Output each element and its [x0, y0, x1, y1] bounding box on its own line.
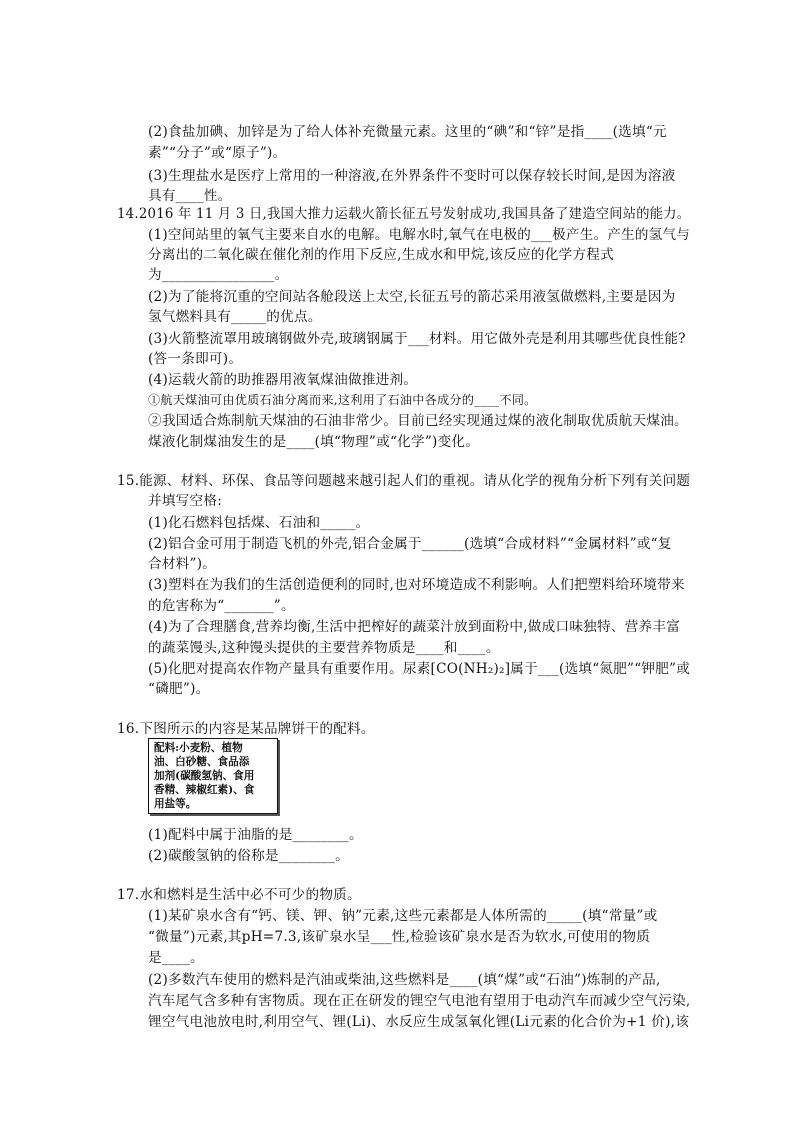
q16-stem: 16.下图所示的内容是某品牌饼干的配料。: [117, 721, 375, 737]
q15-stem: 并填写空格:: [148, 493, 223, 509]
q15-line: 的蔬菜馒头,这种馒头提供的主要营养物质是____和____。: [148, 640, 500, 656]
ingredients-line: 油、白砂糖、食品添: [154, 756, 250, 768]
q14-line: (2)为了能将沉重的空间站各舱段送上太空,长征五号的箭芯采用液氢做燃料,主要是因为: [148, 289, 676, 305]
q14-line: 氢气燃料具有_____的优点。: [148, 309, 322, 325]
q14-line: (答一条即可)。: [148, 351, 243, 367]
q13-line: (2)食盐加碘、加锌是为了给人体补充微量元素。这里的“碘”和“锌”是指____(选填“元: [148, 124, 667, 140]
q15-stem: 15.能源、材料、环保、食品等问题越来越引起人们的重视。请从化学的视角分析下列有关问题: [117, 473, 691, 489]
q15-line: 合材料”)。: [148, 556, 217, 572]
ingredients-line: 用盐等。: [154, 798, 197, 810]
q14-line: (4)运载火箭的助推器用液氧煤油做推进剂。: [148, 372, 418, 388]
q14-line: 分离出的二氧化碳在催化剂的作用下反应,生成水和甲烷,该反应的化学方程式: [148, 247, 614, 263]
q14-line: ②我国适合炼制航天煤油的石油非常少。目前已经实现通过煤的液化制取优质航天煤油。: [148, 413, 688, 429]
q15-line: (3)塑料在为我们的生活创造便利的同时,也对环境造成不利影响。人们把塑料给环境带来: [148, 577, 685, 593]
ingredients-line: 配料:小麦粉、植物: [154, 742, 243, 754]
q14-line: 为________________。: [148, 267, 289, 283]
q15-line: (4)为了合理膳食,营养均衡,生活中把榨好的蔬菜汁放到面粉中,做成口味独特、营养丰富: [148, 619, 681, 635]
q17-line: 锂空气电池放电时,利用空气、锂(Li)、水反应生成氢氧化锂(Li元素的化合价为+1 价),该: [148, 1014, 690, 1030]
q16-line: (1)配料中属于油脂的是________。: [148, 827, 363, 843]
q16-line: (2)碳酸氢钠的俗称是________。: [148, 848, 349, 864]
q13-line: 素”“分子”或“原子”)。: [148, 145, 287, 161]
ingredients-line: 香精、辣椒红素)、食: [154, 784, 255, 796]
q17-line: (2)多数汽车使用的燃料是汽油或柴油,这些燃料是____(填“煤”或“石油”)炼制的产品,: [148, 972, 661, 988]
q14-line: ①航天煤油可由优质石油分离而来,这利用了石油中各成分的____不同。: [148, 393, 537, 407]
q17-stem: 17.水和燃料是生活中必不可少的物质。: [117, 887, 361, 903]
q15-line: (2)铝合金可用于制造飞机的外壳,铝合金属于______(选填“合成材料”“金属材料”或“复: [148, 536, 672, 552]
q15-line: “磷肥”)。: [148, 681, 210, 697]
q15-line: 的危害称为“_______”。: [148, 598, 295, 614]
q14-line: (1)空间站里的氧气主要来自水的电解。电解水时,氧气在电极的___极产生。产生的氢气与: [148, 227, 691, 243]
q14-line: (3)火箭整流罩用玻璃钢做外壳,玻璃钢属于___材料。用它做外壳是利用其哪些优良性能?: [148, 331, 686, 347]
q17-line: 汽车尾气含多种有害物质。现在正在研发的锂空气电池有望用于电动汽车而减少空气污染,: [148, 993, 691, 1009]
q14-stem: 14.2016 年 11 月 3 日,我国大推力运载火箭长征五号发射成功,我国具备了建造空间站的能力。: [117, 206, 691, 222]
q17-line: (1)某矿泉水含有“钙、镁、钾、钠”元素,这些元素都是人体所需的_____(填“常量”或: [148, 908, 658, 924]
ingredients-box: [148, 738, 278, 814]
q15-line: (1)化石燃料包括煤、石油和_____。: [148, 515, 370, 531]
q13-line: (3)生理盐水是医疗上常用的一种溶液,在外界条件不变时可以保存较长时间,是因为溶液: [148, 168, 676, 184]
q13-line: 具有____性。: [148, 188, 232, 204]
q15-line: (5)化肥对提高农作物产量具有重要作用。尿素[CO(NH₂)₂]属于___(选填“氮肥”“钾肥”或: [148, 661, 691, 677]
ingredients-line: 加剂(碳酸氢钠、食用: [154, 770, 255, 782]
q14-line: 煤液化制煤油发生的是____(填“物理”或“化学”)变化。: [148, 434, 480, 450]
q17-line: 是____。: [148, 950, 204, 966]
q17-line: “微量”)元素,其pH=7.3,该矿泉水呈___性,检验该矿泉水是否为软水,可使用的物质: [148, 929, 651, 945]
